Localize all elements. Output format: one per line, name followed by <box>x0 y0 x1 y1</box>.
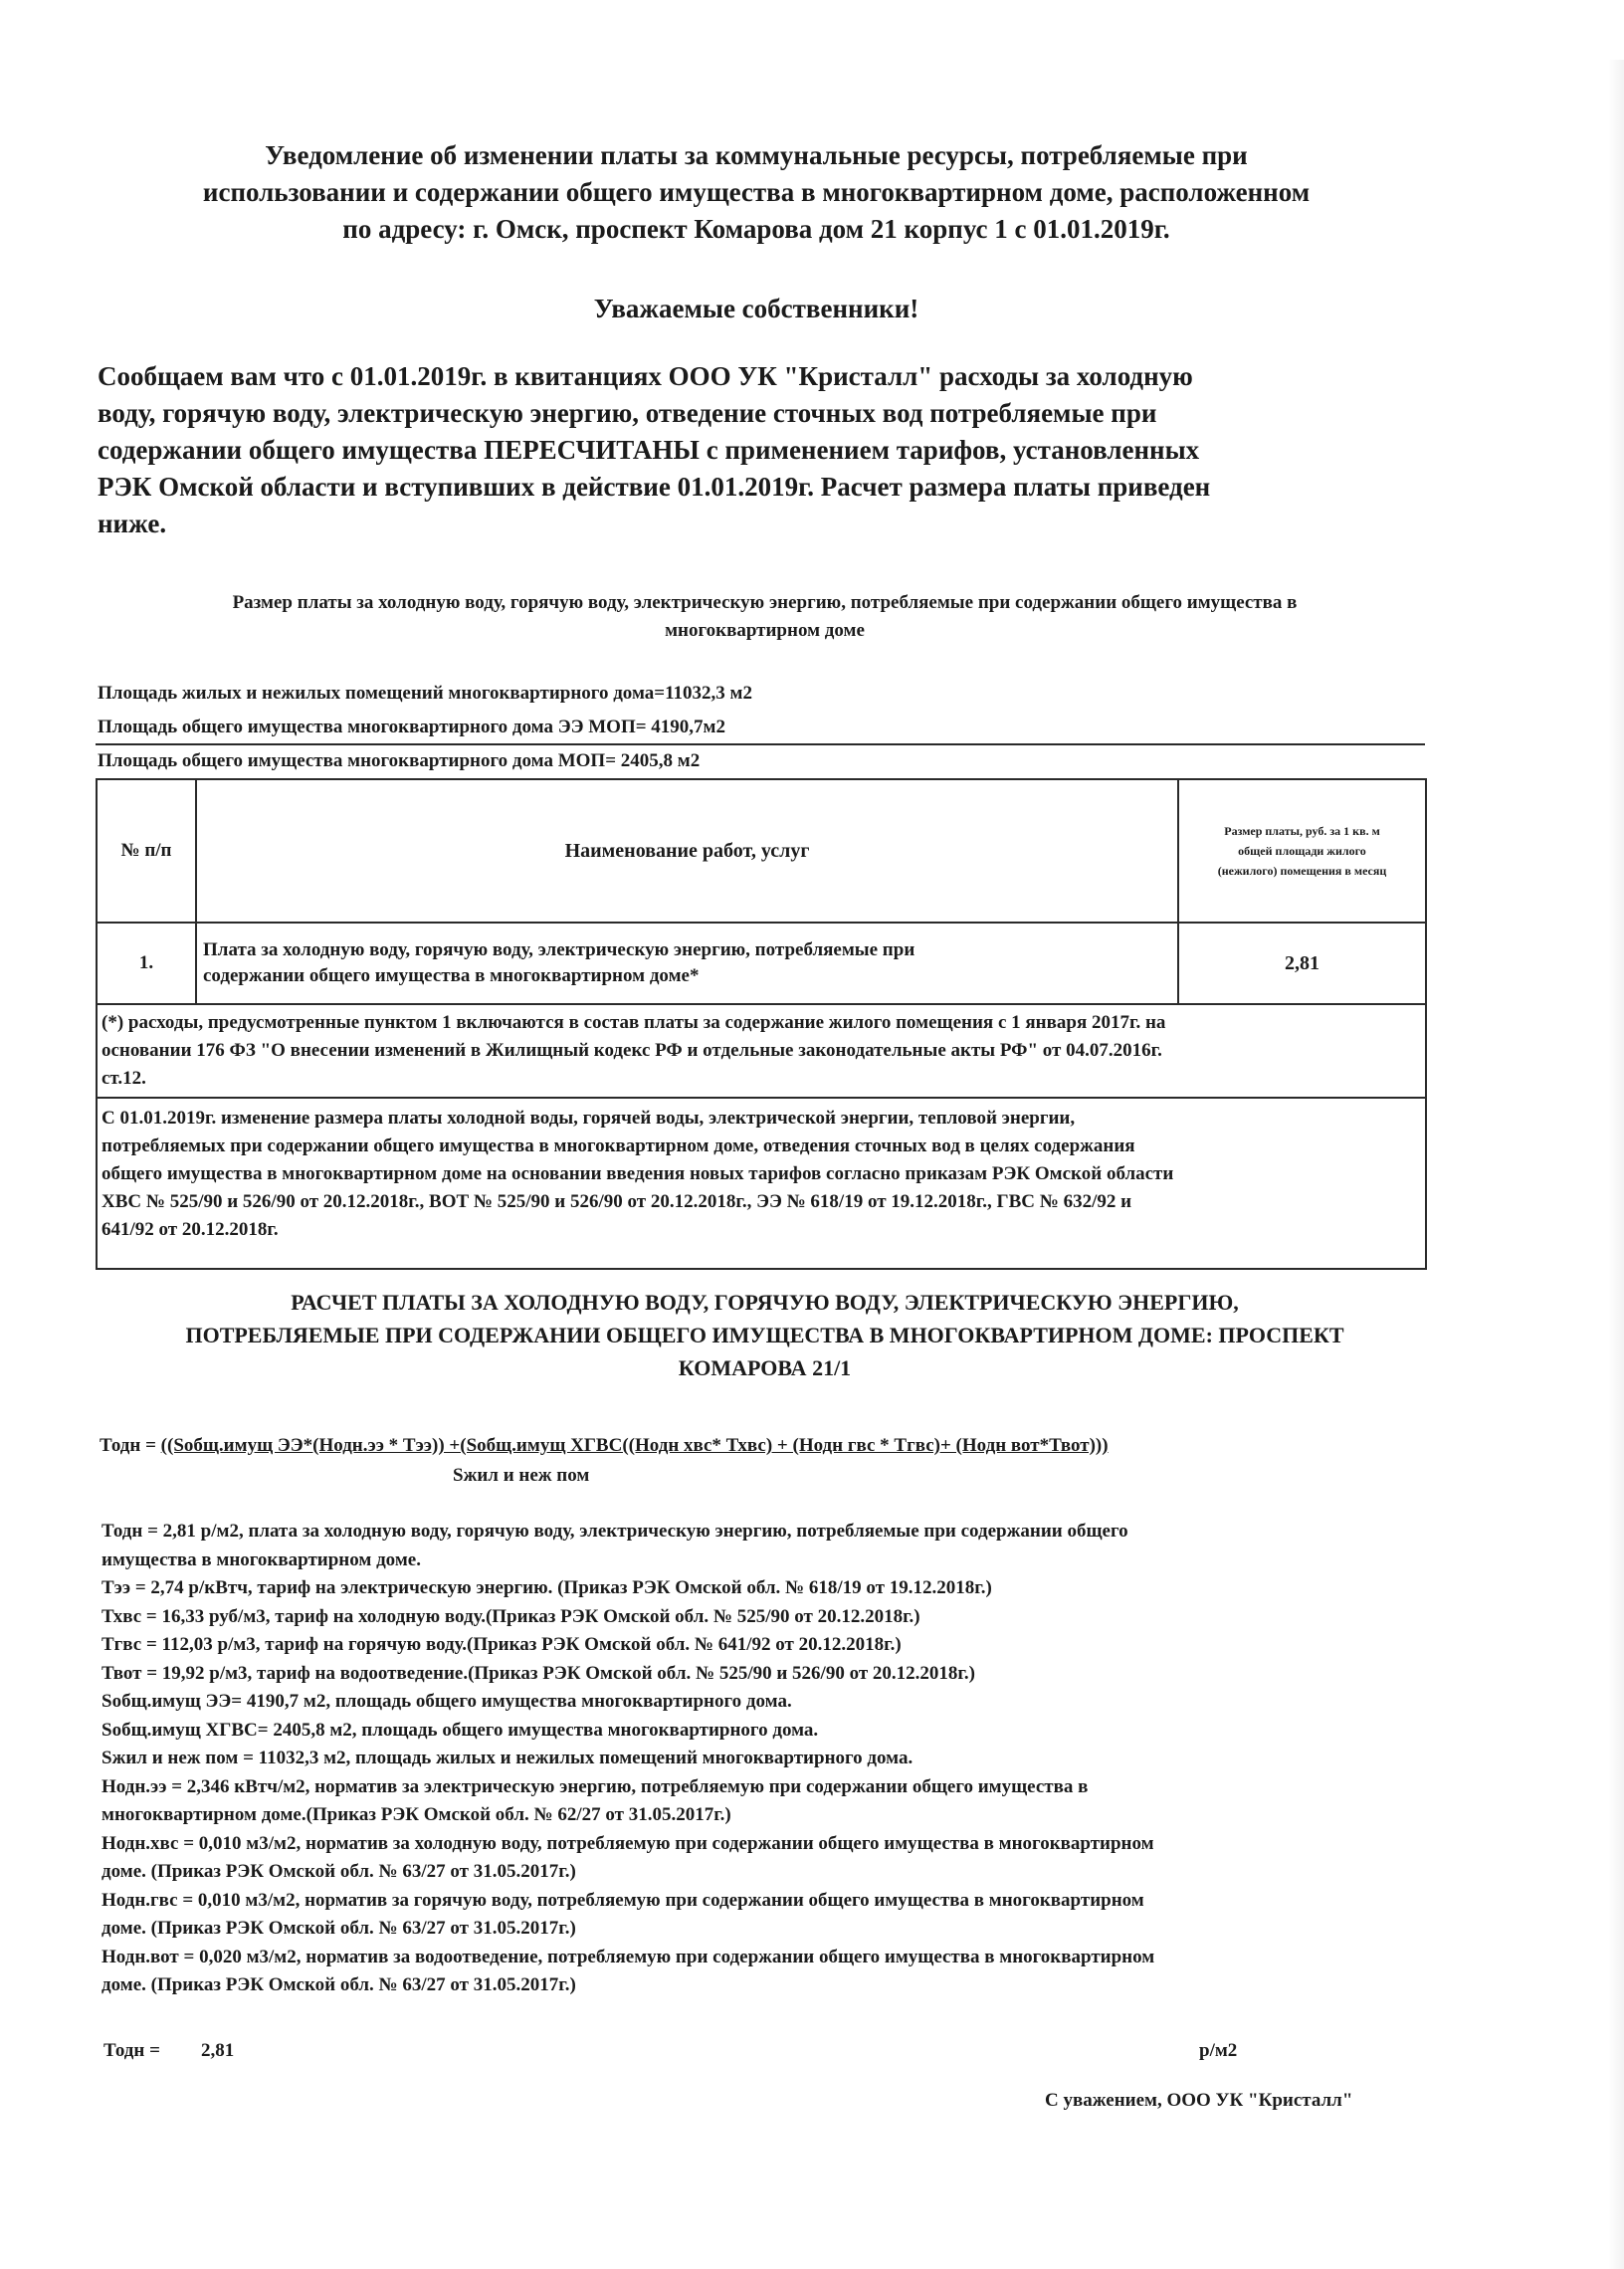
definition-line: Твот = 19,92 р/м3, тариф на водоотведение.(Приказ РЭК Омской обл. № 525/90 и 526/90 от 20.12.2018г.) <box>102 1662 975 1684</box>
scan-edge-shadow <box>1608 60 1624 2269</box>
definition-line: Нодн.вот = 0,020 м3/м2, норматив за водоотведение, потребляемую при содержании общего имущества в многоквартирном <box>102 1946 1155 1967</box>
area-residential: Площадь жилых и нежилых помещений многоквартирного дома=11032,3 м2 <box>98 683 752 704</box>
formula-prefix: Тодн = <box>100 1435 161 1456</box>
definition-line: Нодн.хвс = 0,010 м3/м2, норматив за холодную воду, потребляемую при содержании общего имущества в многоквартирном <box>102 1832 1154 1854</box>
definitions-list <box>102 1518 1415 2000</box>
note-line: ст.12. <box>102 1068 146 1089</box>
area-common-electric: Площадь общего имущества многоквартирного дома ЭЭ МОП= 4190,7м2 <box>98 717 725 737</box>
greeting: Уважаемые собственники! <box>593 294 919 323</box>
divider-line <box>96 743 1425 745</box>
notice-title <box>100 137 1413 248</box>
notice-title-line: по адресу: г. Омск, проспект Комарова дом 21 корпус 1 с 01.01.2019г. <box>342 214 1170 244</box>
intro-paragraph <box>98 358 1401 542</box>
calc-title-line: КОМАРОВА 21/1 <box>678 1355 852 1380</box>
definition-line: имущества в многоквартирном доме. <box>102 1548 421 1570</box>
notice-title-line: Уведомление об изменении платы за коммунальные ресурсы, потребляемые при <box>265 140 1248 170</box>
header-size-line: общей площади жилого <box>1238 844 1366 858</box>
calc-title-line: РАСЧЕТ ПЛАТЫ ЗА ХОЛОДНУЮ ВОДУ, ГОРЯЧУЮ ВОДУ, ЭЛЕКТРИЧЕСКУЮ ЭНЕРГИЮ, <box>291 1290 1239 1315</box>
definition-line: Тодн = 2,81 р/м2, плата за холодную воду, горячую воду, электрическую энергию, потребляемые при содержании общего <box>102 1521 1128 1542</box>
intro-line: ниже. <box>98 509 167 538</box>
definition-line: доме. (Приказ РЭК Омской обл. № 63/27 от 31.05.2017г.) <box>102 1861 576 1882</box>
definition-line: многоквартирном доме.(Приказ РЭК Омской обл. № 62/27 от 31.05.2017г.) <box>102 1804 731 1825</box>
header-size-line: Размер платы, руб. за 1 кв. м <box>1224 824 1380 838</box>
definition-line: Sобщ.имущ ЭЭ= 4190,7 м2, площадь общего имущества многоквартирного дома. <box>102 1691 792 1712</box>
definition-line: Нодн.гвс = 0,010 м3/м2, норматив за горячую воду, потребляемую при содержании общего имущества в многоквартирном <box>102 1889 1144 1911</box>
note-line: С 01.01.2019г. изменение размера платы холодной воды, горячей воды, электрической энергии, тепловой энергии, <box>102 1108 1076 1129</box>
fee-table-header <box>97 779 1426 923</box>
table-note-row <box>97 1004 1426 1098</box>
row-num: 1. <box>97 923 196 1004</box>
note-line: ХВС № 525/90 и 526/90 от 20.12.2018г., ВОТ № 525/90 и 526/90 от 20.12.2018г., ЭЭ № 618/19 от 19.12.2018г., ГВС № 632/92 и <box>102 1191 1132 1212</box>
formula-denominator: Sжил и неж пом <box>453 1465 590 1486</box>
definition-line: Тээ = 2,74 р/кВтч, тариф на электрическую энергию. (Приказ РЭК Омской обл. № 618/19 от 19.12.2018г.) <box>102 1577 992 1598</box>
row-name-line: Плата за холодную воду, горячую воду, электрическую энергию, потребляемые при <box>203 939 915 960</box>
notice-title-line: использовании и содержании общего имущества в многоквартирном доме, расположенном <box>202 177 1311 207</box>
result-value: 2,81 <box>201 2040 235 2061</box>
intro-line: воду, горячую воду, электрическую энергию, отведение сточных вод потребляемые при <box>98 398 1157 428</box>
table-note-1 <box>97 1004 1426 1098</box>
size-title-line: многоквартирном доме <box>665 620 865 641</box>
calc-title-line: ПОТРЕБЛЯЕМЫЕ ПРИ СОДЕРЖАНИИ ОБЩЕГО ИМУЩЕСТВА В МНОГОКВАРТИРНОМ ДОМЕ: ПРОСПЕКТ <box>185 1323 1344 1347</box>
result-unit: р/м2 <box>1199 2040 1238 2061</box>
header-size-line: (нежилого) помещения в месяц <box>1217 864 1387 878</box>
area-common: Площадь общего имущества многоквартирного дома МОП= 2405,8 м2 <box>98 750 701 771</box>
result-label: Тодн = <box>103 2040 160 2061</box>
formula-numerator: ((Sобщ.имущ ЭЭ*(Нодн.ээ * Тээ)) +(Sобщ.имущ ХГВС((Нодн хвс* Тхвс) + (Нодн гвс * Тгвс)+ (Нодн вот*Твот))) <box>160 1435 1109 1456</box>
fee-table <box>96 778 1427 1270</box>
definition-line: доме. (Приказ РЭК Омской обл. № 63/27 от 31.05.2017г.) <box>102 1918 576 1939</box>
size-section-title <box>96 589 1434 645</box>
row-name <box>196 923 1178 1004</box>
row-name-line: содержании общего имущества в многоквартирном доме* <box>203 965 700 986</box>
note-line: общего имущества в многоквартирном доме на основании введения новых тарифов согласно приказам РЭК Омской области <box>102 1163 1174 1184</box>
definition-line: Sобщ.имущ ХГВС= 2405,8 м2, площадь общего имущества многоквартирного дома. <box>102 1719 819 1741</box>
size-title-line: Размер платы за холодную воду, горячую воду, электрическую энергию, потребляемые при содержании общего имущества в <box>232 592 1298 613</box>
row-value: 2,81 <box>1178 923 1426 1004</box>
definition-line: Sжил и неж пом = 11032,3 м2, площадь жилых и нежилых помещений многоквартирного дома. <box>102 1748 914 1768</box>
definition-line: доме. (Приказ РЭК Омской обл. № 63/27 от 31.05.2017г.) <box>102 1974 576 1995</box>
calculation-title <box>96 1286 1434 1384</box>
note-line: основании 176 ФЗ "О внесении изменений в Жилищный кодекс РФ и отдельные законодательные акты РФ" от 04.07.2016г. <box>102 1040 1162 1061</box>
table-row <box>97 923 1426 1004</box>
note-line: 641/92 от 20.12.2018г. <box>102 1219 279 1240</box>
intro-line: Сообщаем вам что с 01.01.2019г. в квитанциях ООО УК "Кристалл" расходы за холодную <box>98 361 1193 391</box>
note-line: потребляемых при содержании общего имущества в многоквартирном доме, отведения сточных вод в целях содержания <box>102 1135 1135 1156</box>
header-num: № п/п <box>97 779 196 923</box>
header-name: Наименование работ, услуг <box>196 779 1178 923</box>
definition-line: Тхвс = 16,33 руб/м3, тариф на холодную воду.(Приказ РЭК Омской обл. № 525/90 от 20.12.2018г.) <box>102 1605 920 1627</box>
note-line: (*) расходы, предусмотренные пунктом 1 включаются в состав платы за содержание жилого помещения с 1 января 2017г. на <box>102 1012 1166 1033</box>
intro-line: содержании общего имущества ПЕРЕСЧИТАНЫ с применением тарифов, установленных <box>98 435 1200 465</box>
definition-line: Тгвс = 112,03 р/м3, тариф на горячую воду.(Приказ РЭК Омской обл. № 641/92 от 20.12.2018г.) <box>102 1634 902 1655</box>
signature: С уважением, ООО УК "Кристалл" <box>1045 2090 1353 2111</box>
header-size <box>1178 779 1426 923</box>
table-note-row <box>97 1098 1426 1269</box>
definition-line: Нодн.ээ = 2,346 кВтч/м2, норматив за электрическую энергию, потребляемую при содержании общего имущества в <box>102 1775 1089 1797</box>
intro-line: РЭК Омской области и вступивших в действие 01.01.2019г. Расчет размера платы приведен <box>98 472 1211 502</box>
table-note-2 <box>97 1098 1426 1269</box>
formula <box>100 1433 1109 1459</box>
